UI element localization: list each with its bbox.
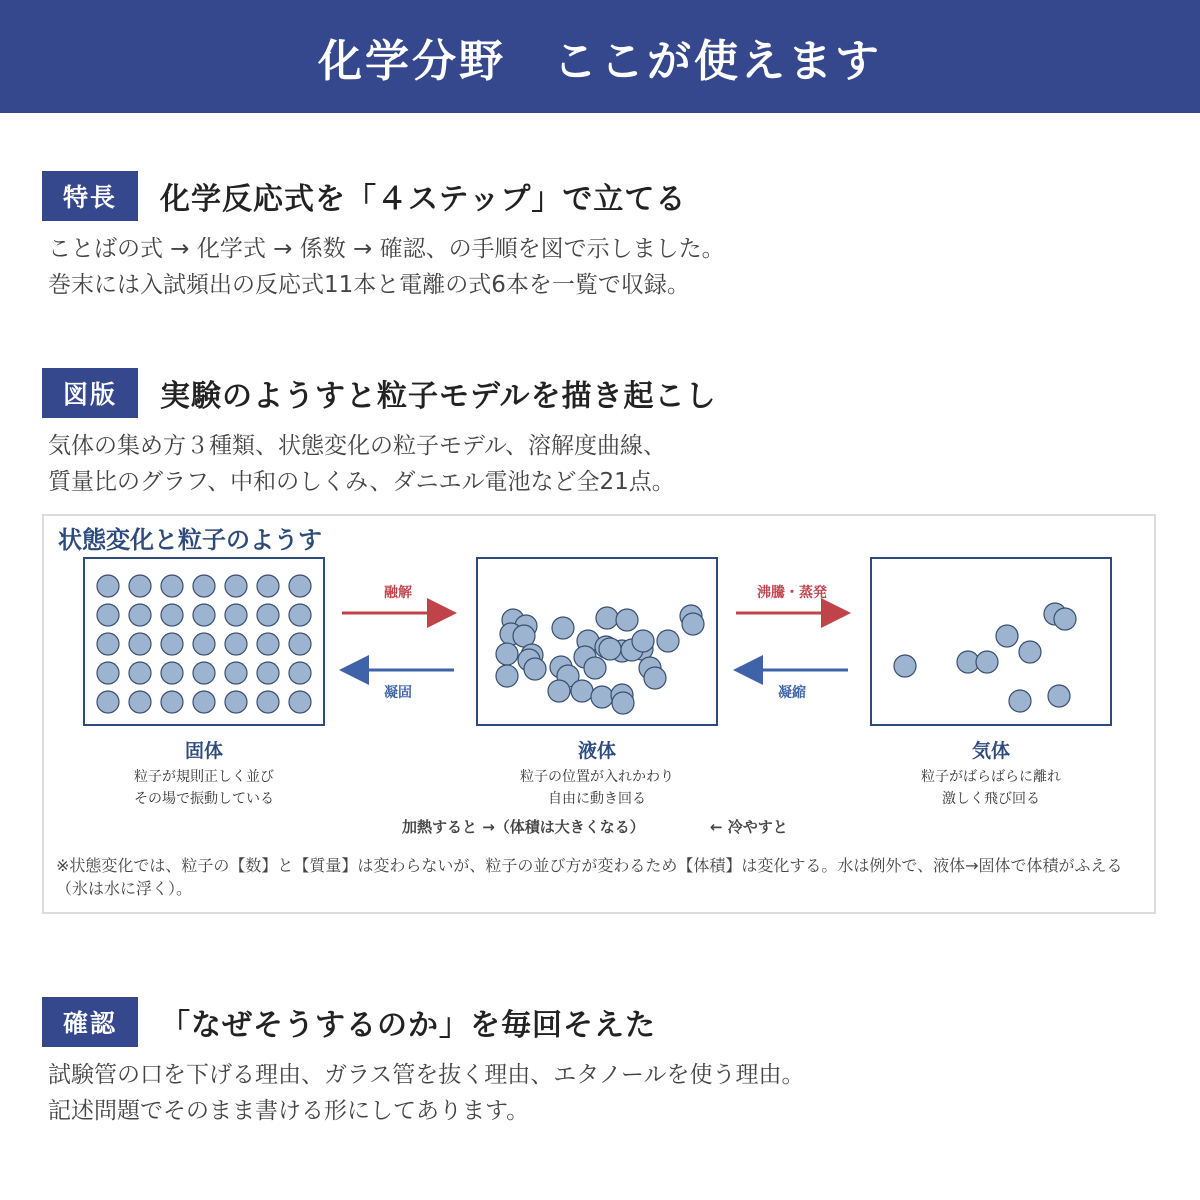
- cool-label: ← 冷やすと: [710, 818, 788, 836]
- figure-diagram: [44, 516, 1154, 912]
- particle: [161, 633, 183, 655]
- section-body: [48, 428, 1162, 500]
- particle: [571, 680, 593, 702]
- particle: [129, 633, 151, 655]
- gas-desc: 激しく飛び回る: [942, 791, 1040, 807]
- particle: [591, 686, 613, 708]
- body-line: 質量比のグラフ、中和のしくみ、ダニエル電池など全21点。: [48, 469, 675, 495]
- particle: [193, 662, 215, 684]
- melt-label: 融解: [384, 585, 412, 601]
- particle: [612, 692, 634, 714]
- particle: [225, 604, 247, 626]
- figure-note: ※状態変化では、粒子の【数】と【質量】は変わらないが、粒子の並び方が変わるため【体積】は変化する。水は例外で、液体→固体で体積がふえる（氷は水に浮く）。: [56, 856, 1123, 898]
- particle: [257, 633, 279, 655]
- particle: [894, 655, 916, 677]
- solid-desc: 粒子が規則正しく並び: [134, 769, 274, 785]
- particle: [161, 691, 183, 713]
- particle: [996, 625, 1018, 647]
- particle: [289, 662, 311, 684]
- body-line: 試験管の口を下げる理由、ガラス管を抜く理由、エタノールを使う理由。: [48, 1062, 805, 1088]
- particle: [97, 575, 119, 597]
- particle: [161, 662, 183, 684]
- particle: [193, 633, 215, 655]
- body-line: ことばの式 → 化学式 → 係数 → 確認、の手順を図で示しました。: [48, 236, 725, 262]
- particle: [657, 630, 679, 652]
- particle: [97, 691, 119, 713]
- particle: [644, 667, 666, 689]
- particle: [129, 691, 151, 713]
- particle: [682, 613, 704, 635]
- particle: [596, 607, 618, 629]
- section-tag: 確認: [42, 997, 138, 1047]
- particle: [161, 575, 183, 597]
- particle: [161, 604, 183, 626]
- particle: [1009, 690, 1031, 712]
- solid-name: 固体: [184, 740, 224, 762]
- solid-desc: その場で振動している: [134, 791, 274, 807]
- section-title: 「なぜそうするのか」を毎回そえた: [160, 1008, 656, 1043]
- particle: [976, 651, 998, 673]
- particle: [193, 691, 215, 713]
- particle: [129, 575, 151, 597]
- particle: [1054, 608, 1076, 630]
- particle: [1019, 641, 1041, 663]
- particle: [548, 680, 570, 702]
- section-header: [42, 997, 1162, 1047]
- body-line: 記述問題でそのまま書ける形にしてあります。: [48, 1098, 530, 1124]
- particle: [129, 604, 151, 626]
- section-body: [48, 231, 1162, 303]
- particle: [599, 638, 621, 660]
- gas-box: [871, 558, 1111, 725]
- liquid-name: 液体: [577, 740, 617, 762]
- state-change-figure: [42, 514, 1156, 914]
- section-features: [42, 171, 1162, 303]
- particle: [496, 665, 518, 687]
- particle: [257, 662, 279, 684]
- particle: [225, 662, 247, 684]
- particle: [289, 604, 311, 626]
- particle: [193, 575, 215, 597]
- particle: [289, 633, 311, 655]
- particle: [552, 617, 574, 639]
- section-header: [42, 368, 1162, 418]
- section-header: [42, 171, 1162, 221]
- particle: [289, 691, 311, 713]
- particle: [257, 604, 279, 626]
- particle: [289, 575, 311, 597]
- section-reasons: [42, 997, 1162, 1129]
- freeze-label: 凝固: [384, 685, 412, 701]
- condense-label: 凝縮: [778, 685, 806, 701]
- section-body: [48, 1057, 1162, 1129]
- particle: [193, 604, 215, 626]
- body-line: 巻末には入試頻出の反応式11本と電離の式6本を一覧で収録。: [48, 272, 690, 298]
- body-line: 気体の集め方３種類、状態変化の粒子モデル、溶解度曲線、: [48, 433, 667, 459]
- particle: [97, 633, 119, 655]
- heat-label: 加熱すると →（体積は大きくなる）: [402, 818, 645, 836]
- particle: [225, 575, 247, 597]
- particle: [616, 609, 638, 631]
- section-title: 実験のようすと粒子モデルを描き起こし: [160, 379, 717, 414]
- particle: [257, 575, 279, 597]
- particle: [1048, 685, 1070, 707]
- particle: [584, 657, 606, 679]
- particle: [225, 691, 247, 713]
- liquid-desc: 粒子の位置が入れかわり: [520, 769, 674, 785]
- page-banner: [0, 0, 1200, 113]
- banner-title: 化学分野 ここが使えます: [318, 35, 882, 87]
- liquid-desc: 自由に動き回る: [548, 791, 646, 807]
- particle: [496, 643, 518, 665]
- particle: [524, 658, 546, 680]
- particle: [257, 691, 279, 713]
- section-illustrations: [42, 368, 1162, 500]
- boil-label: 沸騰・蒸発: [757, 585, 827, 601]
- particle: [129, 662, 151, 684]
- particle: [632, 630, 654, 652]
- particle: [97, 662, 119, 684]
- section-tag: 図版: [42, 368, 138, 418]
- gas-name: 気体: [971, 740, 1011, 762]
- gas-desc: 粒子がばらばらに離れ: [921, 769, 1061, 785]
- particle: [225, 633, 247, 655]
- section-tag: 特長: [42, 171, 138, 221]
- section-title: 化学反応式を「４ステップ」で立てる: [160, 182, 687, 217]
- figure-title: 状態変化と粒子のようす: [58, 526, 322, 554]
- particle: [97, 604, 119, 626]
